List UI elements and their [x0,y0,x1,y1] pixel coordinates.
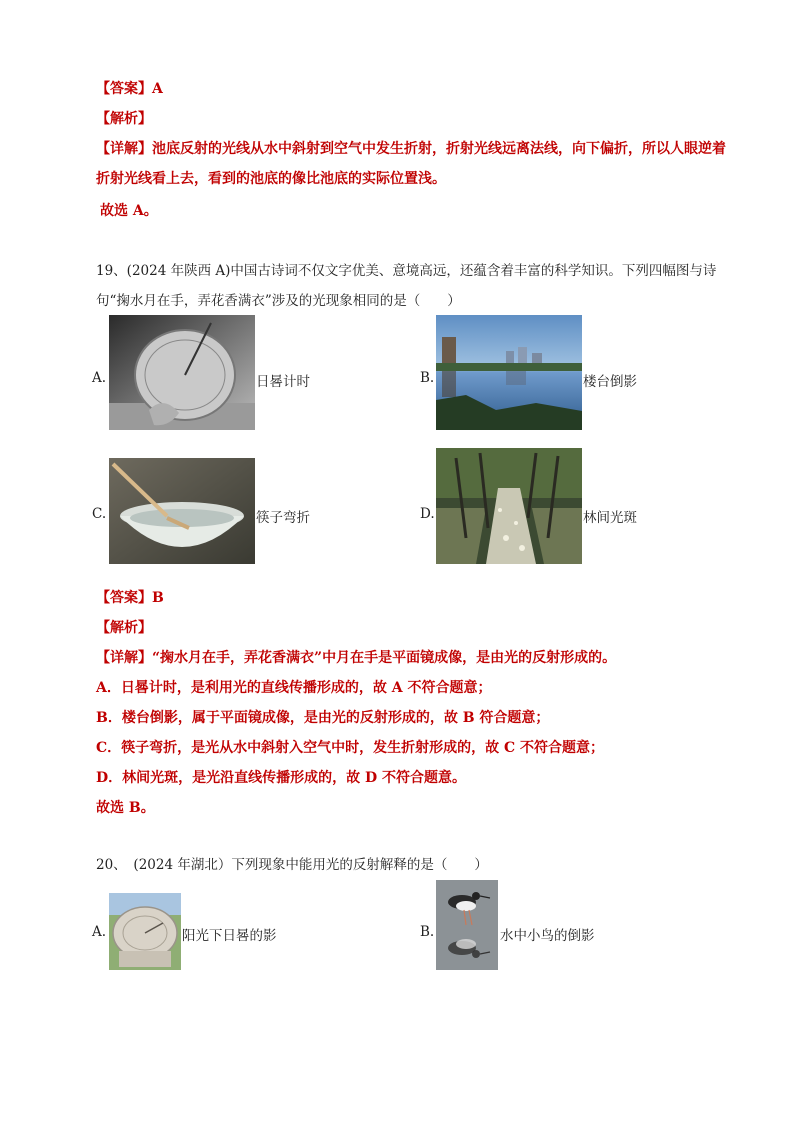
q19-analysis-label: 【解析】 [96,620,152,636]
q19-option-a-caption: 日晷计时 [256,374,310,390]
q19-detail-line: A．日晷计时，是利用光的直线传播形成的，故 A 不符合题意； [96,680,492,696]
q19-detail-line: B．楼台倒影，属于平面镜成像，是由光的反射形成的，故 B 符合题意； [96,710,550,726]
bird-reflection-photo-icon [436,880,498,970]
q20-option-b-letter: B. [420,924,435,940]
forest-light-photo-icon [436,448,582,564]
q20-option-b-caption: 水中小鸟的倒影 [500,928,595,944]
q20-option-a-caption: 阳光下日晷的影 [182,928,277,944]
q19-option-a-letter: A. [92,370,107,386]
q20-stem-line-1: 20、 (2024 年湖北）下列现象中能用光的反射解释的是（ ） [96,857,488,873]
q19-detail-line: D．林间光斑，是光沿直线传播形成的，故 D 不符合题意。 [96,770,467,786]
sundial-photo-icon [109,315,255,430]
lake-reflection-photo-icon [436,315,582,430]
analysis-label: 【解析】 [96,111,152,127]
q19-stem-line-1: 19、(2024 年陕西 A)中国古诗词不仅文字优美、意境高远，还蕴含着丰富的科学知识。下列四幅图与诗 [96,263,717,279]
q19-answer-label: 【答案】B [96,590,164,606]
conclusion: 故选 A。 [100,203,158,219]
q19-option-d-caption: 林间光斑 [583,510,637,526]
q19-detail-line: C．筷子弯折，是光从水中斜射入空气中时，发生折射形成的，故 C 不符合题意； [96,740,605,756]
q20-option-a-letter: A. [92,924,107,940]
q19-stem-line-2: 句“掬水月在手，弄花香满衣”涉及的光现象相同的是（ ） [96,293,461,309]
sundial-photo-icon [109,893,181,970]
q19-conclusion: 故选 B。 [96,800,155,816]
detail-line-2: 折射光线看上去，看到的池底的像比池底的实际位置浅。 [96,171,446,187]
q19-option-b-caption: 楼台倒影 [583,374,637,390]
detail-line-1: 【详解】池底反射的光线从水中斜射到空气中发生折射，折射光线远离法线，向下偏折，所以人眼逆着 [96,141,726,157]
q19-option-d-letter: D. [420,506,435,522]
answer-label: 【答案】A [96,81,163,97]
q19-detail-line: 【详解】“掬水月在手，弄花香满衣”中月在手是平面镜成像，是由光的反射形成的。 [96,650,617,666]
chopstick-bowl-photo-icon [109,458,255,564]
q19-option-c-letter: C. [92,506,107,522]
q19-option-b-letter: B. [420,370,435,386]
q19-option-c-caption: 筷子弯折 [256,510,310,526]
